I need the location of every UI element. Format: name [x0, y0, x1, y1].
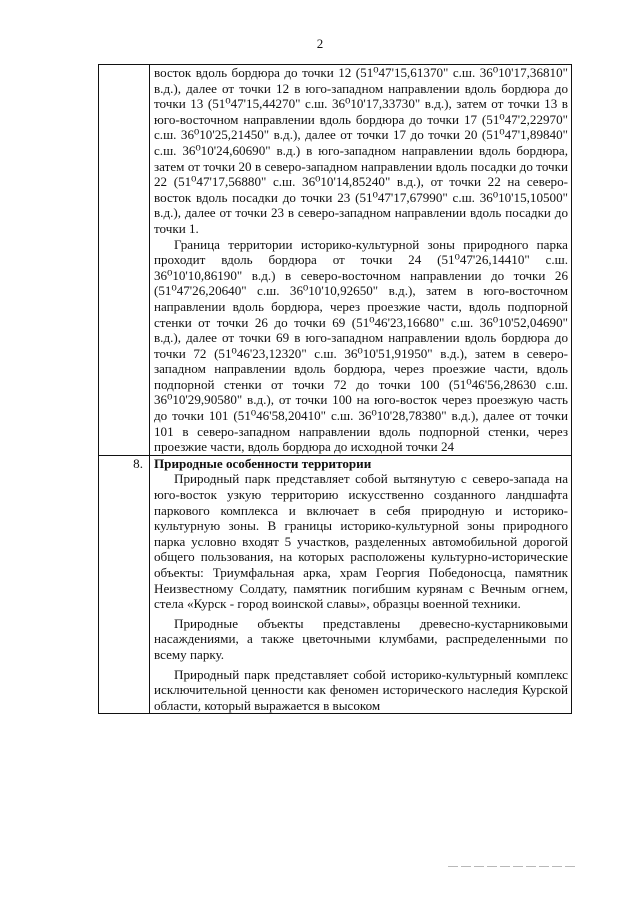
natural-features-cell — [150, 455, 572, 714]
footer-divider — [448, 866, 575, 867]
page-number: 2 — [316, 36, 324, 51]
natural-objects-paragraph: Природные объекты представлены древесно-кустарниковыми насаждениями, а также цветочными клумбами, распределенными по всему парку. — [154, 615, 568, 662]
section-title: Природные особенности территории — [154, 455, 372, 471]
historical-complex-paragraph: Природный парк представляет собой историко-культурный комплекс исключительной ценности как феномен исторического наследия Курской области, который выражается в высоком — [154, 666, 568, 713]
boundary-description-cell — [150, 65, 572, 456]
row-number-cell — [99, 65, 150, 456]
document-table — [98, 64, 572, 714]
table-row — [99, 455, 572, 714]
boundary-historical-zone-paragraph: Граница территории историко-культурной зоны природного парка проходит вдоль бордюра от точки 24 (51⁰47'26,14410" с.ш. 36⁰10'10,86190" в.д.) в северо-восточном направлении до точки 26 (51⁰47'26,20640" с.ш. 36⁰10'10,92650" в.д.), затем в юго-восточном направлении вдоль бордюра, через проезжие части, вдоль подпорной стенки от точки 26 до точки 69 (51⁰46'23,16680" с.ш. 36⁰10'52,04690" в.д.), далее от точки 69 в юго-западном направлении вдоль бордюра до точки 72 (51⁰46'23,12320" с.ш. 36⁰10'51,91950" в.д.), затем в северо-западном направлении вдоль бордюра, через проезжие части, вдоль подпорной стенки от точки 72 до точки 100 (51⁰46'56,28630 с.ш. 36⁰10'29,90580" в.д.), от точки 100 на юго-восток через проезжую часть до точки 101 (51⁰46'58,20410" с.ш. 36⁰10'28,78380" в.д.), далее от точки 101 в северо-западном направлении вдоль подпорной стенки, через проезжие части, вдоль бордюра до исходной точки 24 — [154, 236, 568, 455]
row-number-cell: 8. — [99, 455, 150, 714]
natural-features-paragraph: Природный парк представляет собой вытянутую с северо-запада на юго-восток узкую территорию искусственно созданного ландшафта паркового комплекса и включает в себя природную и историко-культурную зоны. В границы историко-культурной зоны природного парка условно входят 5 участков, разделенных автомобильной дорогой общего пользования, на которых расположены культурно-исторические объекты: Триумфальная арка, храм Георгия Победоносца, памятник Неизвестному Солдату, памятник погибшим курянам с Вечным огнем, стела «Курск - город воинской славы», образцы военной техники. — [154, 471, 568, 612]
table-row — [99, 65, 572, 456]
boundary-natural-zone-paragraph: восток вдоль бордюра до точки 12 (51⁰47'15,61370" с.ш. 36⁰10'17,36810" в.д.), далее от точки 12 в юго-западном направлении вдоль бордюра до точки 13 (51⁰47'15,44270" с.ш. 36⁰10'17,33730" в.д.), затем от точки 13 в юго-восточном направлении вдоль бордюра до точки 17 (51⁰47'2,22970" с.ш. 36⁰10'25,21450" в.д.), далее от точки 17 до точки 20 (51⁰47'1,89840" с.ш. 36⁰10'24,60690" в.д.) в юго-западном направлении вдоль бордюра, затем от точки 20 в северо-западном направлении вдоль посадки до точки 22 (51⁰47'17,56880" с.ш. 36⁰10'14,85240" в.д.), от точки 22 на северо-восток вдоль посадки до точки 23 (51⁰47'17,67990" с.ш. 36⁰10'15,10500" в.д.), далее от точки 23 в северо-западном направлении вдоль посадки до точки 1. — [154, 65, 568, 236]
